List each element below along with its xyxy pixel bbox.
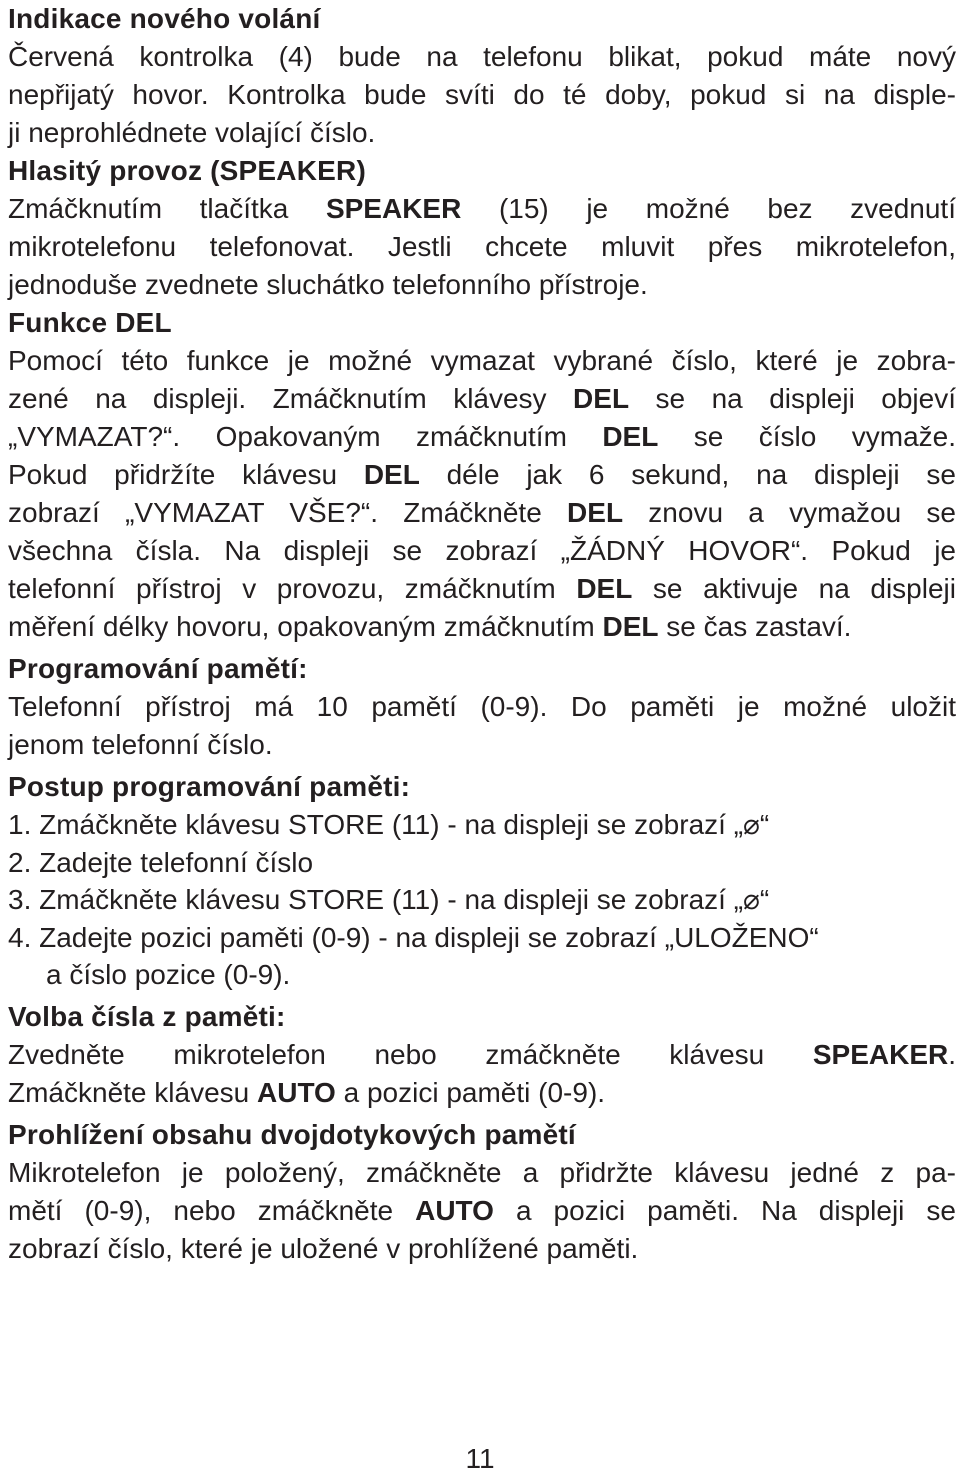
paragraph-line: jednoduše zvednete sluchátko telefonního přístroje.: [8, 269, 648, 300]
section-browse-memory: [8, 1116, 956, 1268]
paragraph-line: nepřijatý hovor. Kontrolka bude svíti do té doby, pokud si na disple-: [8, 79, 956, 110]
manual-page: [8, 0, 956, 1268]
paragraph-line: Zmáčknutím tlačítka SPEAKER (15) je možné bez zvednutí: [8, 193, 956, 224]
section-heading: Prohlížení obsahu dvojdotykových pamětí: [8, 1118, 576, 1150]
procedure-step: 1. Zmáčkněte klávesu STORE (11) - na displeji se zobrazí „⌀“: [8, 809, 770, 840]
section-heading: Indikace nového volání: [8, 3, 321, 34]
section-heading: Postup programování paměti:: [8, 771, 411, 802]
paragraph-line: jenom telefonní číslo.: [8, 729, 273, 760]
section-memory-procedure: [8, 768, 956, 994]
section-new-call-indication: [8, 0, 956, 152]
procedure-steps: [8, 806, 956, 994]
section-heading: Volba čísla z paměti:: [8, 1000, 286, 1032]
procedure-step: 3. Zmáčkněte klávesu STORE (11) - na displeji se zobrazí „⌀“: [8, 884, 770, 915]
section-heading: Programování pamětí:: [8, 653, 308, 684]
procedure-step-continuation: a číslo pozice (0-9).: [46, 959, 291, 990]
paragraph-line: Telefonní přístroj má 10 pamětí (0-9). Do paměti je možné uložit: [8, 691, 956, 722]
paragraph-line: Zmáčkněte klávesu AUTO a pozici paměti (0-9).: [8, 1076, 606, 1108]
procedure-step: 2. Zadejte telefonní číslo: [8, 846, 314, 878]
section-dial-from-memory: [8, 998, 956, 1112]
paragraph-line: zobrazí „VYMAZAT VŠE?“. Zmáčkněte DEL znovu a vymažou se: [8, 497, 956, 528]
section-del-function: [8, 304, 956, 646]
section-memory-programming: [8, 650, 956, 764]
procedure-step: 4. Zadejte pozici paměti (0-9) - na displeji se zobrazí „ULOŽENO“: [8, 921, 819, 953]
paragraph-line: zené na displeji. Zmáčknutím klávesy DEL se na displeji objeví: [8, 383, 957, 414]
paragraph-line: Mikrotelefon je položený, zmáčkněte a přidržte klávesu jedné z pa-: [8, 1156, 956, 1188]
paragraph-line: Zvedněte mikrotelefon nebo zmáčkněte klávesu SPEAKER.: [8, 1038, 956, 1070]
paragraph-line: Pomocí této funkce je možné vymazat vybrané číslo, které je zobra-: [8, 345, 956, 376]
section-heading: Hlasitý provoz (SPEAKER): [8, 155, 366, 186]
paragraph-line: ji neprohlédnete volající číslo.: [8, 117, 376, 148]
paragraph-line: všechna čísla. Na displeji se zobrazí „ŽÁDNÝ HOVOR“. Pokud je: [8, 535, 956, 566]
paragraph-line: Červená kontrolka (4) bude na telefonu blikat, pokud máte nový: [8, 41, 956, 72]
paragraph-line: „VYMAZAT?“. Opakovaným zmáčknutím DEL se číslo vymaže.: [8, 421, 956, 452]
paragraph-line: mikrotelefonu telefonovat. Jestli chcete mluvit přes mikrotelefon,: [8, 231, 956, 262]
section-heading: Funkce DEL: [8, 307, 172, 338]
paragraph-line: měření délky hovoru, opakovaným zmáčknutím DEL se čas zastaví.: [8, 611, 852, 642]
paragraph-line: mětí (0-9), nebo zmáčkněte AUTO a pozici paměti. Na displeji se: [8, 1194, 956, 1226]
paragraph-line: zobrazí číslo, které je uložené v prohlížené paměti.: [8, 1232, 639, 1264]
paragraph-line: telefonní přístroj v provozu, zmáčknutím DEL se aktivuje na displeji: [8, 573, 956, 604]
paragraph-line: Pokud přidržíte klávesu DEL déle jak 6 sekund, na displeji se: [8, 459, 956, 490]
page-number: 11: [465, 1443, 495, 1474]
section-speaker: [8, 152, 956, 304]
